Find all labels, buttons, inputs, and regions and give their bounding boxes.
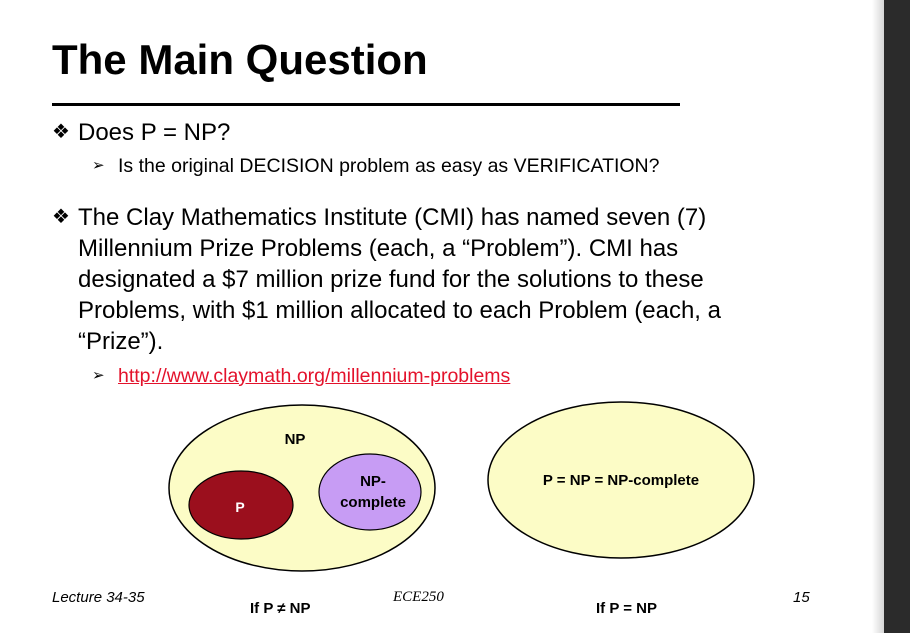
sub-bullet-decision: Is the original DECISION problem as easy as VERIFICATION? [118, 155, 660, 177]
text-line: designated a $7 million prize fund for the solutions to these [78, 266, 704, 293]
window-dark-edge [884, 0, 910, 633]
npc-label-line2: complete [340, 494, 406, 511]
slide-title: The Main Question [52, 36, 428, 83]
text-line: “Prize”). [78, 328, 164, 355]
footer-lecture: Lecture 34-35 [52, 589, 145, 606]
np-label: NP [284, 431, 306, 448]
npc-ellipse [319, 454, 421, 530]
arrow-bullet-icon: ➢ [92, 367, 105, 384]
text-line: Millennium Prize Problems (each, a “Problem”). CMI has [78, 235, 679, 262]
slide-edge-shadow [872, 0, 884, 633]
npc-label-line1: NP- [360, 473, 386, 490]
diamond-bullet-icon: ❖ [52, 121, 70, 143]
caption-p-neq-np: If P ≠ NP [250, 600, 311, 617]
claymath-link[interactable]: http://www.claymath.org/millennium-problems [118, 365, 511, 387]
bullet-p-np: Does P = NP? [78, 119, 231, 146]
arrow-bullet-icon: ➢ [92, 157, 105, 174]
text-line: The Clay Mathematics Institute (CMI) has named seven (7) [78, 204, 707, 231]
p-equals-np-label: P = NP = NP-complete [542, 472, 700, 489]
caption-p-eq-np: If P = NP [596, 600, 657, 617]
diamond-bullet-icon: ❖ [52, 206, 70, 228]
page-number: 15 [793, 589, 810, 606]
footer-course: ECE250 [393, 589, 444, 605]
p-label: P [235, 499, 245, 515]
text-line: Problems, with $1 million allocated to each Problem (each, a [78, 297, 721, 324]
